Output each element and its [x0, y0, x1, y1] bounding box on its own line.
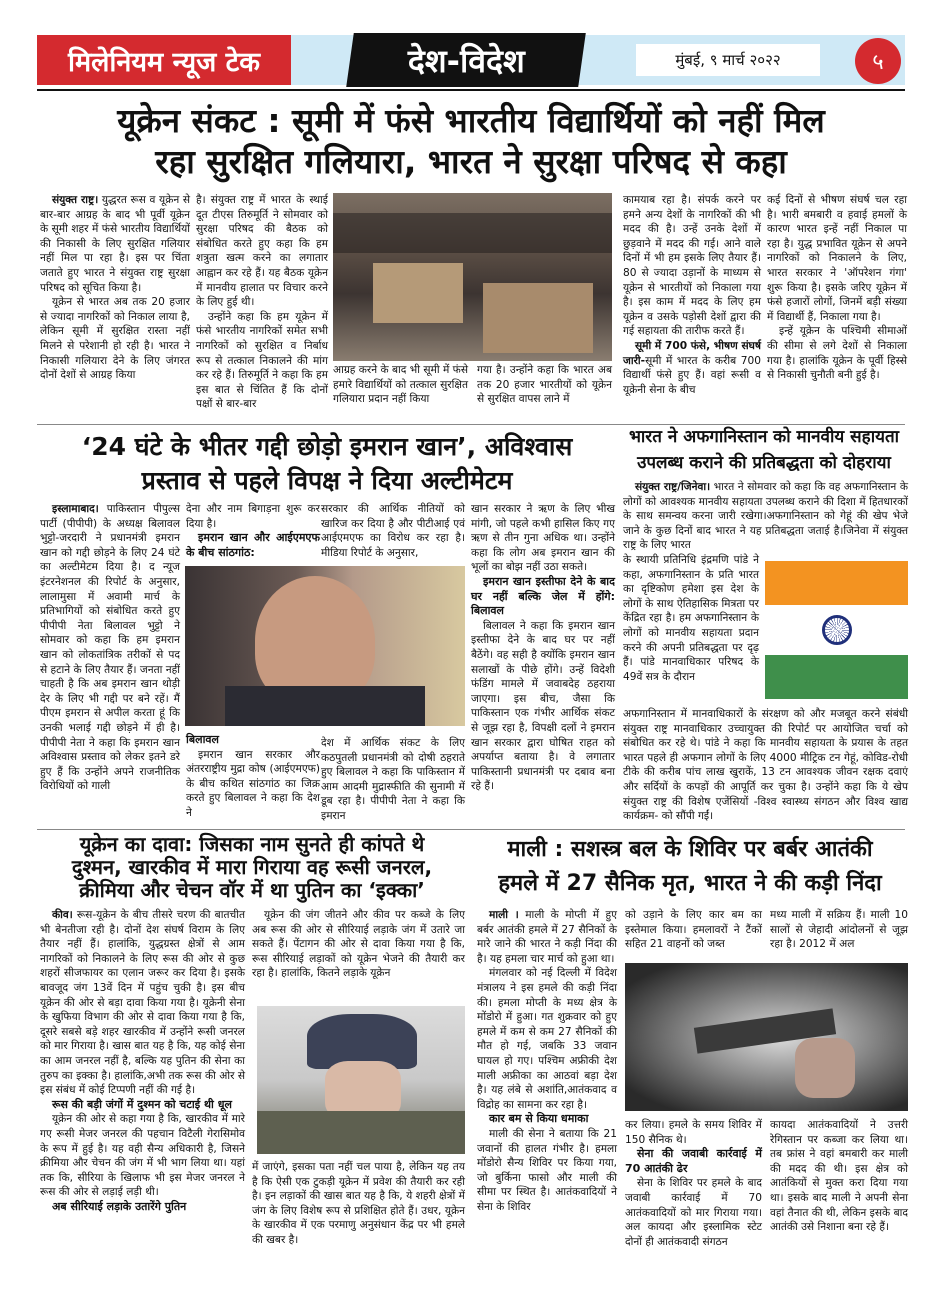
paragraph: इमरान खान सरकार और अंतरराष्ट्रीय मुद्रा कोष (आईएमएफ) के बीच कथित सांठगांठ का जिक्र करते हुए बिलावल ने कहा कि देश ने: [186, 748, 320, 819]
paragraph: देना और नाम बिगाड़ना शुरू कर दिया है।: [186, 503, 320, 530]
photo-caption: बिलावल: [186, 733, 220, 746]
crowd-shape: [333, 213, 612, 253]
subheading: कार बम से किया धमाका: [489, 1112, 589, 1126]
paragraph: यूक्रेन से भारत अब तक 20 हजार से ज्यादा नागरिकों को निकाल लाया है, लेकिन सूमी में सुरक्षित रास्ता नहीं मिलने से परेशानी हो रही है। भारत ने निकासी गलियारा देने के लिए जंगरत दोनों देशों से आग्रह किया: [40, 296, 190, 382]
subheading: सूमी में 700 फंसे, भीषण संघर्ष जारी-: [623, 339, 762, 367]
suit-shape: [225, 686, 425, 726]
paragraph: युद्धरत रूस व यूक्रेन से बार-बार आग्रह के बाद भी पूर्वी यूक्रेन के सूमी शहर में फंसे भारतीय विद्यार्थियों की निकासी के लिए सुरक्षित गलियार नहीं मिल पा रहा है। इस पर चिंता जताते हुए भारत ने संयुक्त राष्ट्र सुरक्षा परिषद को सूचित किया है।: [40, 194, 191, 294]
hand-shape: [795, 1038, 855, 1098]
article-column: [623, 480, 908, 553]
article-column: [321, 736, 465, 824]
uniform-shape: [257, 1111, 465, 1154]
gun-photo: [625, 963, 908, 1111]
paragraph: इन्हें यूक्रेन के पश्चिमी सीमाओं की सीमा से लगे देशों से निकाला गया है। हालांकि यूक्रेन के पूर्वी हिस्से से निकासी चुनौती बनी हुई है।: [767, 325, 907, 382]
subheading: सेना की जवाबी कार्रवाई में 70 आतंकी ढेर: [625, 1147, 762, 1175]
dateline: संयुक्त राष्ट्र/जिनेवा।: [635, 481, 711, 493]
headline-ukraine-sumy: [37, 100, 905, 183]
paragraph: अफगानिस्तान में मानवाधिकारों के संरक्षण को और मजबूत करने संबंधी संयुक्त राष्ट्र मानवाधिकार उच्चायुक्त की रिपोर्ट पर आयोजित चर्चा को संबोधित कर रहे थे। पांडे ने कहा कि मानवीय सहायता के प्रयास के तहत भारत पहले ही अफगान लोगों के लिए 4000 मीट्रिक टन गेहूं, कोविड-रोधी टीके की करीब पांच लाख खुराकें, 13 टन आवश्यक जीवन रक्षक दवाएं और सर्दियों के कपड़ों की आपूर्ति कर चुका है। उन्होंने कहा कि ये खेप संयुक्त राष्ट्र की विशेष एजेंसियों -विश्व स्वास्थ्य संगठन और विश्व खाद्य कार्यक्रम- को सौंपी गईं।: [623, 708, 908, 823]
headline-line: क्रीमिया और चेचन वॉर में था पुतिन का ‘इक्का’: [79, 878, 425, 902]
paragraph: खान सरकार ने ऋण के लिए भीख मांगी, जो पहले कभी हासिल किए गए ऋण से तीन गुना अधिक था। उन्होंने कहा कि लोग अब इमरान खान की भूलों का बोझ नहीं उठा सकते।: [471, 503, 615, 574]
article-column: [252, 1160, 465, 1248]
paragraph: कामयाब रहा है। संपर्क करने पर हमने अन्य देशों के नागरिकों की भी मदद की है। उन्हें उनके देशों में छुड़वाने में मदद की गई। आने वाले दिनों में भी हम इसके लिए तैयार हैं। 80 से ज्यादा उड़ानों के माध्यम से यूक्रेन से भारतीयों को निकाला गया है। इस काम में मदद के लिए हम यूक्रेन व उसके पड़ोसी देशों द्वारा की गई सहायता की तारीफ करते हैं।: [623, 194, 761, 338]
article-column: [477, 908, 617, 1214]
ashoka-chakra-icon: [822, 615, 852, 645]
article-column: [623, 553, 759, 684]
subheading: इमरान खान इस्तीफा देने के बाद घर नहीं बल्कि जेल में होंगे: बिलावल: [471, 574, 615, 618]
headline-line: दुश्मन, खारकीव में मारा गिराया वह रूसी जनरल,: [71, 855, 433, 879]
headline-line: प्रस्ताव से पहले विपक्ष ने दिया अल्टीमेटम: [141, 466, 513, 495]
paragraph: माली के मोप्ती में हुए बर्बर आतंकी हमले में 27 सैनिकों के मारे जाने की भारत ने कड़ी निंदा की है। यह हमला चार मार्च को हुआ था।: [477, 909, 618, 965]
flag-white-band: [765, 605, 908, 655]
paragraph: को उड़ाने के लिए कार बम का इस्तेमाल किया। हमलावरों ने टैंकों सहित 21 वाहनों को जब्त: [625, 909, 762, 951]
russian-general-photo: [257, 1006, 465, 1154]
headline-line: भारत ने अफगानिस्तान को मानवीय सहायता: [628, 427, 900, 447]
article-column: [186, 733, 320, 821]
divider: [37, 89, 905, 91]
article-column: [625, 908, 762, 952]
dateline: संयुक्त राष्ट्र।: [52, 194, 99, 206]
article-column: [196, 193, 328, 412]
table-shape: [373, 263, 463, 323]
brand-name: मिलेनियम न्यूज टेक: [67, 46, 261, 78]
brand-logo: [37, 35, 291, 85]
headline-line: उपलब्ध कराने की प्रतिबद्धता को दोहराया: [637, 453, 891, 473]
subheading: रूस की बड़ी जंगों में दुश्मन को चटाई थी धूल: [52, 1097, 232, 1111]
dateline: कीव।: [52, 909, 73, 921]
dateline: इस्लामाबाद।: [52, 503, 99, 515]
flag-green-band: [765, 655, 908, 699]
headline-ukraine-general: [37, 833, 467, 902]
article-column: [623, 707, 908, 824]
paragraph: बिलावल ने कहा कि इमरान खान इस्तीफा देने के बाद घर पर नहीं बैठेंगे। वह सही है क्योंकि इमरान खान सलाखों के पीछे होंगे। उन्हें विदेशी फंडिंग मामले में जवाबदेह ठहराया जाएगा। इस बीच, जैसा कि पाकिस्तान एक गंभीर आर्थिक संकट से जूझ रहा है, विपक्षी दलों ने इमरान खान सरकार द्वारा घोषित राहत को अपर्याप्त बताया है। वे लगातार पाकिस्तानी प्रधानमंत्री पर दबाव बना रहे हैं।: [471, 619, 615, 793]
section-label: देश-विदेश: [407, 41, 525, 80]
headline-line: हमले में 27 सैनिक मृत, भारत ने की कड़ी निंदा: [498, 871, 882, 896]
paragraph: कई दिनों से भीषण संघर्ष चल रहा है। भारी बमबारी व हवाई हमलों के कारण भारत इन्हें नहीं निकाल पा रहा है। युद्ध प्रभावित यूक्रेन से अपने नागरिकों को निकालने के लिए, भारत सरकार ने 'ऑपरेशन गंगा' शुरू किया है। इसके जरिए यूक्रेन में फंसे हजारों लोगों, जिनमें बड़ी संख्या में विद्यार्थी हैं, निकाला गया है।: [767, 194, 907, 323]
divider: [37, 829, 905, 830]
paragraph: पाकिस्तान पीपुल्स पार्टी (पीपीपी) के अध्यक्ष बिलावल भुट्टो-जरदारी ने प्रधानमंत्री इमरान खान को गद्दी छोड़ने के लिए 24 घंटे का अल्टीमेटम दिया है। द न्यूज इंटरनेशनल की रिपोर्ट के अनुसार, लालामुसा में अवामी मार्च के प्रतिभागियों को संबोधित करते हुए पीपीपी नेता बिलावल भुट्टो ने सोमवार को कहा कि हम इमरान खान को लोकतांत्रिक तरीकों से पद से हटाने के लिए तैयार हैं। जनता नहीं चाहती है कि अब इमरान खान थोड़ी देर के लिए भी गद्दी पर बने रहें। मैं पीएम इमरान से अपील करता हूं कि उनकी भलाई गद्दी छोड़ने में ही है। पीपीपी नेता ने कहा कि इमरान खान अविश्वास प्रस्ताव को लेकर इतने डरे हुए हैं कि उन्होंने अपने राजनीतिक विरोधियों को गाली: [40, 503, 180, 793]
edition-date: मुंबई, ९ मार्च २०२२: [636, 44, 820, 76]
paragraph: माली की सेना ने बताया कि 21 जवानों की हालत गंभीर है। हमला मोंडोरो सैन्य शिविर पर किया गया, जो बुर्किना फासो और माली की सीमा पर स्थित है। आतंकवादियों ने सेना के शिविर: [477, 1127, 617, 1213]
imran-khan-photo: [185, 566, 465, 726]
page-number: ५: [855, 38, 901, 84]
paragraph: गया है। उन्होंने कहा कि भारत अब तक 20 हजार भारतीयों को यूक्रेन से सुरक्षित वापस लाने में: [477, 364, 612, 406]
article-column: [770, 908, 908, 952]
article-column: [625, 1118, 762, 1249]
headline-line: रहा सुरक्षित गलियारा, भारत ने सुरक्षा परिषद से कहा: [155, 142, 787, 182]
table-shape: [483, 283, 593, 353]
flag-saffron-band: [765, 561, 908, 605]
headline-imran-khan: [37, 430, 617, 498]
paragraph: में जाएंगे, इसका पता नहीं चल पाया है, लेकिन यह तय है कि ऐसी एक टुकड़ी यूक्रेन में प्रवेश की तैयारी कर रही है। इन लड़ाकों की खास बात यह है कि, ये शहरी क्षेत्रों में जंग के लिए विशेष रूप से प्रशिक्षित होते हैं। उधर, यूक्रेन के खारकीव में एक परमाणु अनुसंधान केंद्र पर भी हमले की खबर है।: [252, 1161, 465, 1246]
subheading: इमरान खान और आईएमएफ के बीच सांठगांठ:: [186, 531, 320, 559]
headline-line: माली : सशस्त्र बल के शिविर पर बर्बर आतंकी: [507, 837, 873, 862]
paragraph: मंगलवार को नई दिल्ली में विदेश मंत्रालय ने इस हमले की कड़ी निंदा की। हमला मोप्ती के मध्य क्षेत्र के मोंडोरो में हुआ। गत शुक्रवार को हुए हमले में कम से कम 27 सैनिकों की मौत हो गई, जबकि 33 जवान घायल हो गए। पश्चिम अफ्रीकी देश माली अफ्रीका का आठवां बड़ा देश है। यह लंबे से अशांति,आतंकवाद व विद्रोह का सामना कर रहा है।: [477, 967, 617, 1111]
paragraph: रूस-यूक्रेन के बीच तीसरे चरण की बातचीत भी बेनतीजा रही है। दोनों देश संघर्ष विराम के लिए तैयार नहीं हैं। हालांकि, युद्धग्रस्त क्षेत्रों से आम नागरिकों को निकालने के लिए रूस की ओर से कुछ शहरों सीजफायर का एलान जरूर कर दिया है। इसके बावजूद जंग 13वें दिन में पहुंच चुकी है। इस बीच यूक्रेन की ओर से बड़ा दावा किया गया है। यूक्रेनी सेना के खुफिया विभाग की ओर से दावा किया गया है कि, दूसरे सबसे बड़े शहर खारकीव में उन्होंने रूसी जनरल को मार गिराया है। खास बात यह है कि, यह कोई सेना का आम जनरल नहीं है, बल्कि यह पुतिन की सेना का तुरुप का इक्का है। हालांकि,अभी तक रूस की ओर से इस संबंध में कोई टिप्पणी नहीं की गई है।: [40, 909, 245, 1097]
article-column: [321, 502, 465, 560]
paragraph: कर लिया। हमले के समय शिविर में 150 सैनिक थे।: [625, 1119, 762, 1146]
paragraph: यूक्रेन की ओर से कहा गया है कि, खारकीव में मारे गए रूसी मेजर जनरल की पहचान विटैली गेरासिमोव के रूप में हुई है। यह वही सैन्य अधिकारी है, जिसने क्रीमिया और चेचन की जंग में भी भाग लिया था। यहां तक कि, सीरिया के खिलाफ भी इस मेजर जनरल ने रूस की ओर से लड़ाई लड़ी थी।: [40, 1113, 245, 1199]
article-column: [770, 1118, 908, 1235]
article-column: [333, 363, 468, 407]
paragraph: कायदा आतंकवादियों ने उत्तरी रेगिस्तान पर कब्जा कर लिया था। तब फ्रांस ने वहां बमबारी कर माली की मदद की थी। इस क्षेत्र को आतंकियों से मुक्त करा दिया गया था। इसके बाद माली ने अपनी सेना वहां तैनात की थी, लेकिन इसके बाद आतंकी उसे निशाना बना रहे हैं।: [770, 1119, 908, 1234]
paragraph: मध्य माली में सक्रिय हैं। माली 10 सालों से जेहादी आंदोलनों से जूझ रहा है। 2012 में अल: [770, 909, 908, 951]
article-column: [40, 908, 245, 1214]
paragraph: सरकार की आर्थिक नीतियों को खारिज कर दिया है और पीटीआई एवं आईएमएफ का विरोध कर रहा है। मीडिया रिपोर्ट के अनुसार,: [321, 503, 465, 559]
paragraph: है। संयुक्त राष्ट्र में भारत के स्थाई दूत टीएस तिरुमूर्ति ने सोमवार को सुरक्षा परिषद की बैठक को संबोधित करते हुए कहा कि हम शत्रुता खत्म करने का लगातार आह्वान कर रहे हैं। यह बैठक यूक्रेन में मानवीय हालात पर विचार करने के लिए हुई थी।: [196, 194, 328, 309]
india-flag-image: [765, 561, 908, 699]
headline-afghanistan-aid: [620, 424, 908, 476]
paragraph: देश में आर्थिक संकट के लिए कठपुतली प्रधानमंत्री को दोषी ठहराते हुए बिलावल ने कहा कि पाकिस्तान में आम आदमी मुद्रास्फीति की सुनामी में डूब रहा है। पीपीपी नेता ने कहा कि इमरान: [321, 737, 465, 822]
headline-line: यूक्रेन का दावा: जिसका नाम सुनते ही कांपते थे: [79, 832, 425, 856]
paragraph: सेना के शिविर पर हमले के बाद जवाबी कार्रवाई में 70 आतंकवादियों को मार गिराया गया। अल कायदा और इस्लामिक स्टेट दोनों ही आतंकवादी संगठन: [625, 1177, 762, 1248]
article-column: [767, 193, 907, 383]
article-column: [252, 908, 465, 981]
article-column: [186, 502, 320, 560]
headline-line: यूक्रेन संकट : सूमी में फंसे भारतीय विद्यार्थियों को नहीं मिल: [117, 101, 825, 140]
paragraph: सूमी में भारत के करीब 700 विद्यार्थी फंसे हुए हैं। वहां रूसी व यूक्रेनी सेना के बीच: [623, 354, 761, 396]
paragraph: आग्रह करने के बाद भी सूमी में फंसे हमारे विद्यार्थियों को तत्काल सुरक्षित गलियारा प्रदान नहीं किया: [333, 364, 468, 406]
article-column: [471, 502, 615, 794]
article-column: [40, 193, 190, 383]
article-column: [40, 502, 180, 794]
section-title: [346, 33, 586, 87]
article-column: [623, 193, 761, 397]
headline-line: ‘24 घंटे के भीतर गद्दी छोड़ो इमरान खान’, अविश्वास: [81, 432, 573, 461]
students-shelter-photo: [333, 193, 612, 361]
paragraph: यूक्रेन की जंग जीतने और कीव पर कब्जे के लिए अब रूस की ओर से सीरियाई लड़ाके जंग में उतारे जा सकते हैं। पेंटागन की ओर से दावा किया गया है कि, रूस सीरियाई लड़ाकों को यूक्रेन भेजने की तैयारी कर रहा है। हालांकि, कितने लड़ाके यूक्रेन: [252, 909, 465, 980]
paragraph: भारत ने सोमवार को कहा कि वह अफगानिस्तान के लोगों को आवश्यक मानवीय सहायता उपलब्ध कराने की दिशा में हितधारकों के साथ समन्वय करना जारी रखेगा।अफगानिस्तान को गेहूं की खेप भेजे जाने के कुछ दिनों बाद भारत ने यह प्रतिबद्धता जताई है।जिनेवा में संयुक्त राष्ट्र के लिए भारत: [623, 481, 908, 552]
dateline: माली ।: [489, 909, 519, 921]
subheading: अब सीरियाई लड़ाके उतारेंगे पुतिन: [52, 1199, 187, 1213]
paragraph: उन्होंने कहा कि हम यूक्रेन में फंसे भारतीय नागरिकों समेत सभी नागरिकों को सुरक्षित व निर्बाध रूप से तत्काल निकालने की मांग कर रहे हैं। तिरुमूर्ति ने कहा कि हम इस बात से चिंतित हैं कि दोनों पक्षों से बार-बार: [196, 310, 328, 411]
article-column: [477, 363, 612, 407]
paragraph: के स्थायी प्रतिनिधि इंद्रमणि पांडे ने कहा, अफगानिस्तान के प्रति भारत का दृष्टिकोण हमेशा इस देश के लोगों के साथ ऐतिहासिक मित्रता पर केंद्रित रहा है। हम अफगानिस्तान के लोगों को मानवीय सहायता प्रदान करने की अपनी प्रतिबद्धता पर दृढ़ हैं। पांडे मानवाधिकार परिषद के 49वें सत्र के दौरान: [623, 554, 759, 683]
headline-mali-attack: [472, 833, 908, 901]
